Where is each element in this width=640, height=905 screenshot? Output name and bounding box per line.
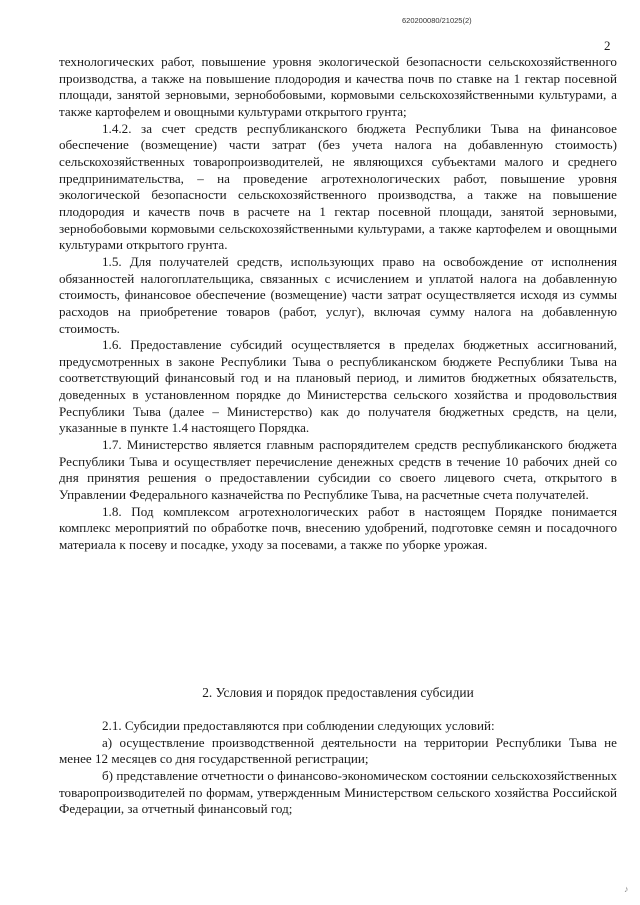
paragraph-1-6: 1.6. Предоставление субсидий осуществляется в пределах бюджетных ассигнований, предусмотренных в законе Республики Тыва о республиканском бюджете Республики Тыва на соответствующий финансовый год и на плановый период, и лимитов бюджетных обязательств, доведенных в установленном порядке до Министерства сельского хозяйства и продовольствия Республики Тыва (далее – Министерство) как до получателя бюджетных средств, на цели, указанные в пункте 1.4 настоящего Порядка. [59,337,617,436]
paragraph-continuation: технологических работ, повышение уровня экологической безопасности сельскохозяйственного производства, а также на повышение плодородия и качества почв по ставке на 1 гектар посевной площади, занятой зерновыми, зернобобовыми, кормовыми сельскохозяйственными культурами, а также картофелем и овощными культурами открытого грунта; [59,54,617,119]
paragraph-2-1-b: б) представление отчетности о финансово-экономическом состоянии сельскохозяйственных товаропроизводителей по формам, утвержденным Министерством сельского хозяйства Российской Федерации, за отчетный финансовый год; [59,767,617,817]
body-text-section-1 [59,54,617,554]
body-text-section-2 [59,718,617,818]
section-title: 2. Условия и порядок предоставления субсидии [202,685,474,700]
paragraph-1-4-2: 1.4.2. за счет средств республиканского бюджета Республики Тыва на финансовое обеспечение (возмещение) части затрат (без учета налога на добавленную стоимость) сельскохозяйственных товаропроизводителей, не являющихся субъектами малого и среднего предпринимательства, – на проведение агротехнологических работ, повышение уровня экологической безопасности сельскохозяйственного производства, а также на повышение плодородия и качеств почв в расчете на 1 гектар посевной площади, занятой зерновыми, зернобобовыми кормовыми сельскохозяйственными культурами, а также картофелем и овощными культурами открытого грунта. [59,120,617,253]
paragraph-1-8: 1.8. Под комплексом агротехнологических работ в настоящем Порядке понимается комплекс мероприятий по обработке почв, внесению удобрений, подготовке семян и посадочного материала к посеву и посадке, уходу за посевами, а также по уборке урожая. [59,503,617,553]
paragraph-1-5: 1.5. Для получателей средств, использующих право на освобождение от исполнения обязанностей налогоплательщика, связанных с исчислением и уплатой налога на добавленную стоимость, финансовое обеспечение (возмещение) части затрат осуществляется исходя из суммы расходов на приобретение товаров (работ, услуг), включая сумму налога на добавленную стоимость. [59,253,617,336]
document-code: 620200080/21025(2) [402,16,472,25]
page-number: 2 [604,38,611,53]
paragraph-1-7: 1.7. Министерство является главным распорядителем средств республиканского бюджета Республики Тыва и осуществляет перечисление денежных средств в течение 10 рабочих дней со дня принятия решения о предоставлении субсидии со своего лицевого счета, открытого в Управлении Федерального казначейства по Республике Тыва, на расчетные счета получателей. [59,437,617,503]
paragraph-2-1: 2.1. Субсидии предоставляются при соблюдении следующих условий: [102,718,495,733]
paragraph-2-1-a: а) осуществление производственной деятельности на территории Республики Тыва не менее 12 месяцев со дня государственной регистрации; [59,734,617,767]
corner-mark: ♪ [624,884,629,894]
